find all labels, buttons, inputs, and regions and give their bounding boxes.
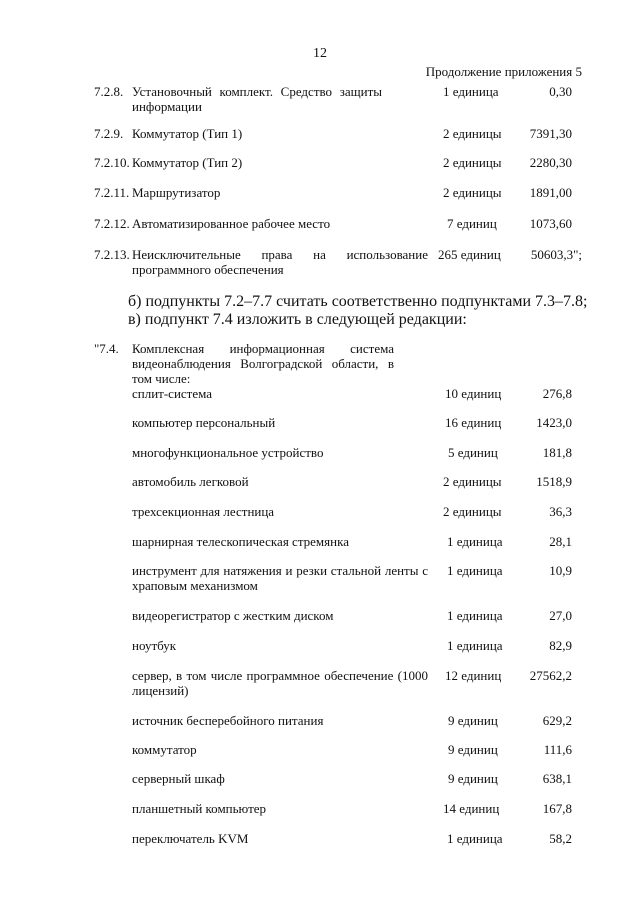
item-name: Автоматизированное рабочее место — [132, 216, 331, 231]
list-item — [94, 126, 572, 142]
item-quantity: 1 единица — [447, 831, 503, 846]
continuation-label: Продолжение приложения 5 — [425, 64, 582, 79]
page-number: 12 — [313, 46, 327, 61]
item-value: 276,8 — [542, 386, 572, 401]
item-value: 27,0 — [549, 608, 572, 623]
list-item — [132, 534, 572, 550]
item-value: 2280,30 — [529, 155, 572, 170]
item-quantity: 9 единиц — [448, 713, 498, 728]
list-item — [132, 713, 572, 729]
item-number: 7.2.12. — [94, 216, 130, 231]
item-number: 7.2.11. — [94, 185, 130, 200]
section-number: "7.4. — [94, 341, 119, 356]
item-quantity: 265 единиц — [438, 247, 501, 262]
item-name: автомобиль легковой — [132, 474, 249, 489]
item-name: ноутбук — [132, 638, 177, 653]
item-name: сплит-система — [132, 386, 213, 401]
item-value: 167,8 — [542, 801, 572, 816]
list-item — [132, 801, 572, 817]
item-quantity: 9 единиц — [448, 771, 498, 786]
list-item — [132, 771, 572, 787]
item-quantity: 10 единиц — [445, 386, 502, 401]
item-quantity: 2 единицы — [443, 185, 502, 200]
item-value: 10,9 — [549, 563, 572, 578]
item-number: 7.2.10. — [94, 155, 130, 170]
item-quantity: 14 единиц — [443, 801, 500, 816]
list-item — [132, 563, 572, 595]
list-item — [132, 445, 572, 461]
item-value: 36,3 — [549, 504, 572, 519]
list-item — [132, 608, 572, 624]
item-name: Неисключительные права на использование программного обеспечения — [132, 247, 428, 277]
item-name: переключатель KVM — [132, 831, 249, 846]
item-quantity: 2 единицы — [443, 155, 502, 170]
item-quantity: 2 единицы — [443, 504, 502, 519]
item-number: 7.2.13. — [94, 247, 130, 262]
item-value: 1423,0 — [536, 415, 572, 430]
item-quantity: 16 единиц — [445, 415, 502, 430]
item-name: Коммутатор (Тип 1) — [132, 126, 243, 141]
list-item — [94, 84, 572, 116]
item-value: 27562,2 — [529, 668, 572, 683]
list-item — [132, 831, 572, 847]
item-name: трехсекционная лестница — [132, 504, 275, 519]
list-item — [94, 216, 572, 232]
item-value: 638,1 — [542, 771, 572, 786]
item-name: Установочный комплект. Средство защиты информации — [132, 84, 382, 114]
item-number: 7.2.9. — [94, 126, 124, 141]
item-quantity: 2 единицы — [443, 126, 502, 141]
item-value: 58,2 — [549, 831, 572, 846]
item-name: источник бесперебойного питания — [132, 713, 324, 728]
item-quantity: 1 единица — [447, 638, 503, 653]
item-value: 1891,00 — [529, 185, 572, 200]
paragraph-v: в) подпункт 7.4 изложить в следующей редакции: — [128, 311, 467, 328]
item-name: серверный шкаф — [132, 771, 225, 786]
item-value: 629,2 — [542, 713, 572, 728]
section-title: Комплексная информационная система видеонаблюдения Волгоградской области, в том числе: — [132, 341, 394, 386]
item-value: 82,9 — [549, 638, 572, 653]
item-name: планшетный компьютер — [132, 801, 267, 816]
list-item — [94, 155, 572, 171]
item-name: видеорегистратор с жестким диском — [132, 608, 334, 623]
item-quantity: 1 единица — [447, 608, 503, 623]
item-value: 1073,60 — [529, 216, 572, 231]
item-name: инструмент для натяжения и резки стальной ленты с храповым механизмом — [132, 563, 428, 593]
item-name: коммутатор — [132, 742, 197, 757]
list-item — [132, 504, 572, 520]
list-item — [132, 415, 572, 431]
item-quantity: 1 единица — [447, 534, 503, 549]
item-value: 111,6 — [543, 742, 572, 757]
item-quantity: 7 единиц — [447, 216, 497, 231]
item-name: компьютер персональный — [132, 415, 276, 430]
item-name: Маршрутизатор — [132, 185, 221, 200]
list-item — [132, 742, 572, 758]
item-value: 181,8 — [542, 445, 572, 460]
item-value: 7391,30 — [529, 126, 572, 141]
item-quantity: 5 единиц — [448, 445, 498, 460]
item-quantity: 2 единицы — [443, 474, 502, 489]
list-item — [94, 185, 572, 201]
item-name: шарнирная телескопическая стремянка — [132, 534, 349, 549]
list-item — [132, 386, 572, 402]
section-header — [94, 341, 572, 386]
list-item — [132, 668, 572, 700]
item-quantity: 1 единица — [447, 563, 503, 578]
item-quantity: 12 единиц — [445, 668, 502, 683]
item-quantity: 9 единиц — [448, 742, 498, 757]
list-item — [132, 638, 572, 654]
item-quantity: 1 единица — [443, 84, 499, 99]
item-value: 0,30 — [549, 84, 572, 99]
list-item — [94, 247, 582, 279]
item-name: сервер, в том числе программное обеспечение (1000 лицензий) — [132, 668, 428, 698]
paragraph-b: б) подпункты 7.2–7.7 считать соответственно подпунктами 7.3–7.8; — [128, 293, 588, 310]
item-value: 1518,9 — [536, 474, 572, 489]
item-value: 50603,3"; — [530, 247, 582, 262]
item-name: многофункциональное устройство — [132, 445, 324, 460]
item-name: Коммутатор (Тип 2) — [132, 155, 243, 170]
item-number: 7.2.8. — [94, 84, 124, 99]
item-value: 28,1 — [549, 534, 572, 549]
list-item — [132, 474, 572, 490]
